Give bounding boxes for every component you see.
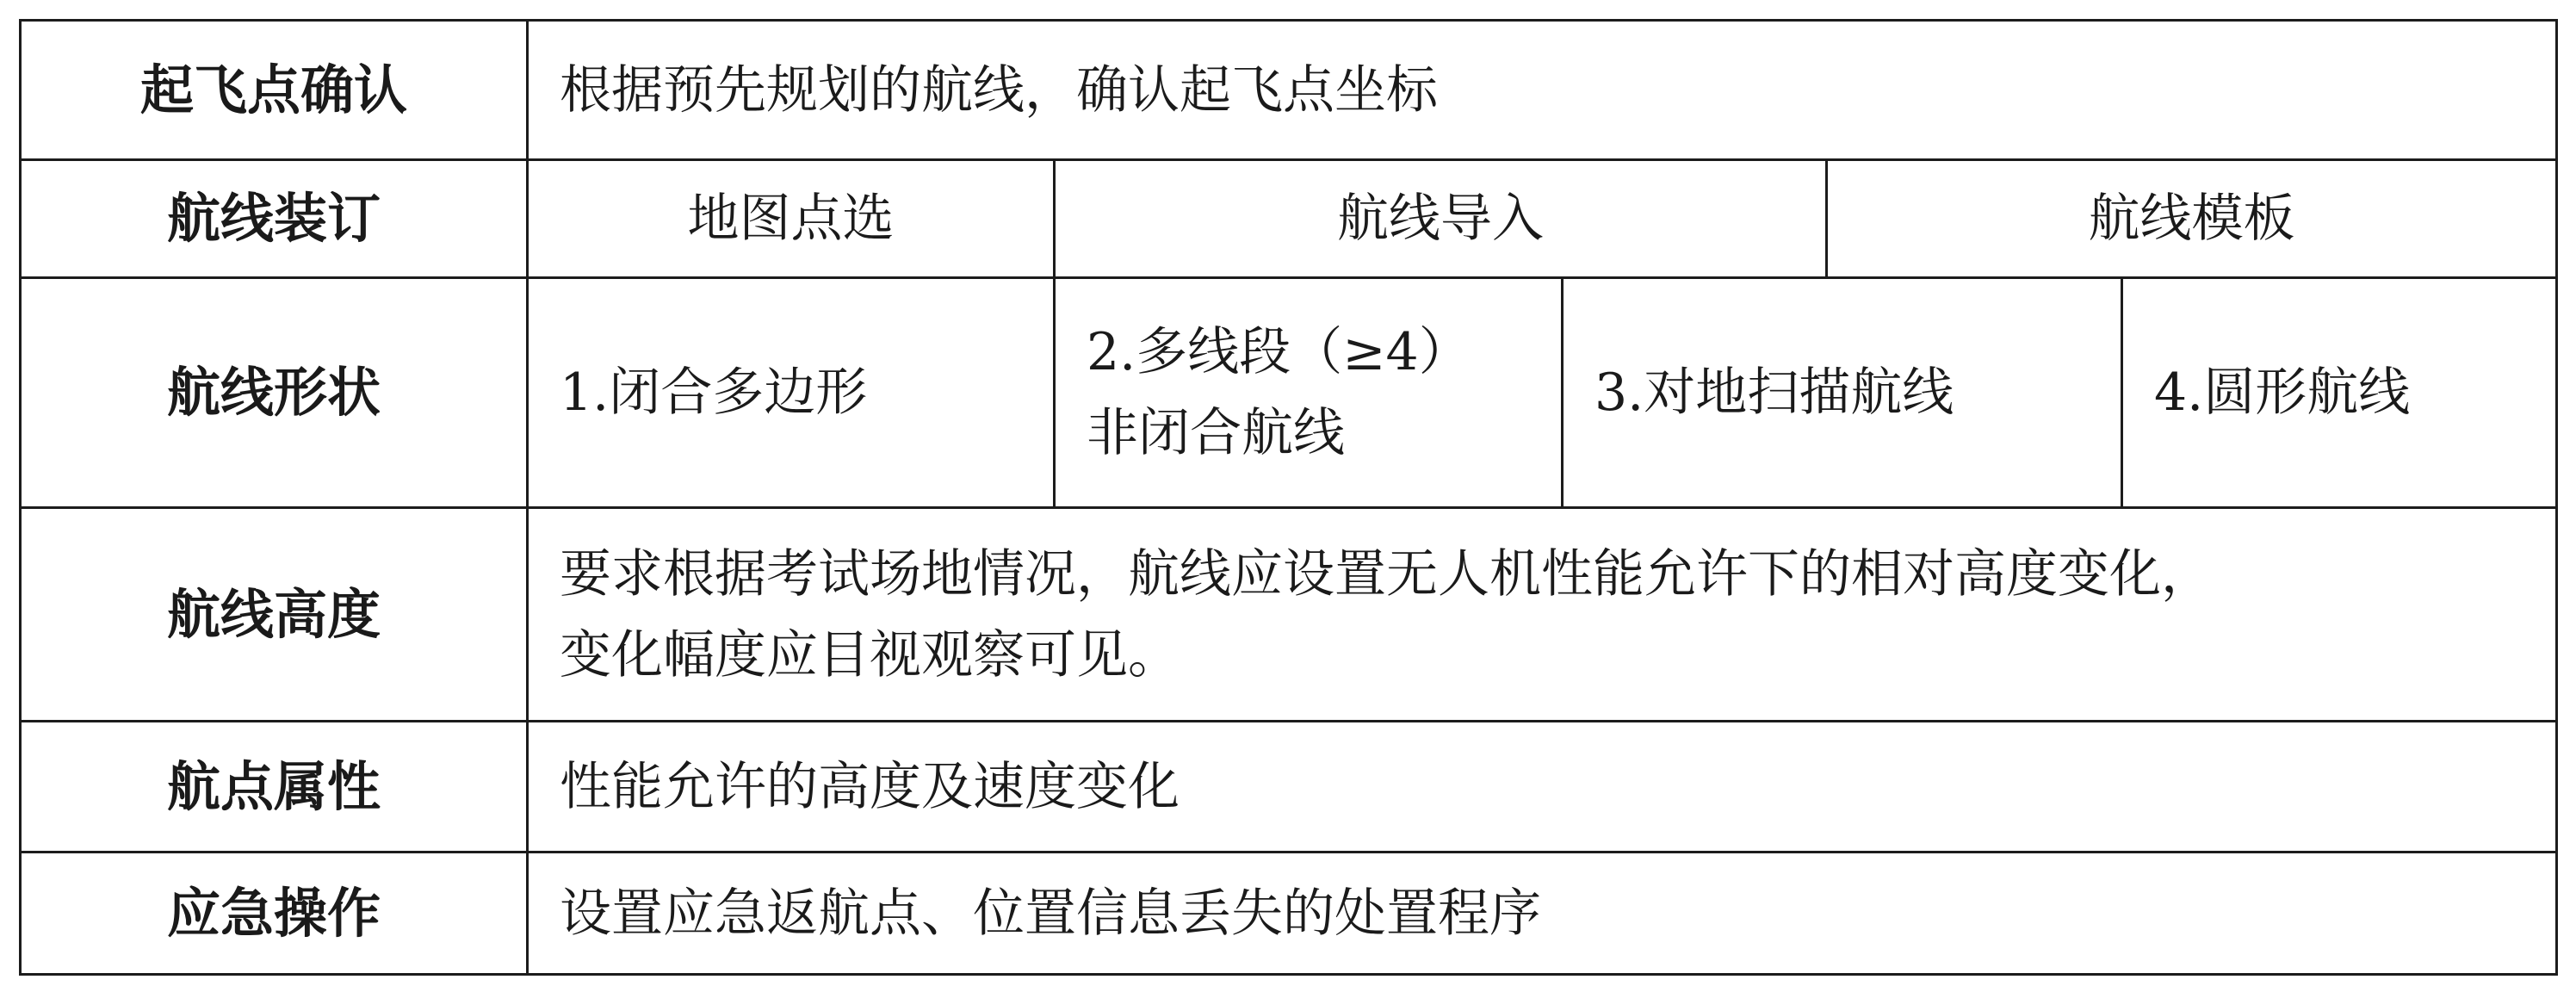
header-takeoff: 起飞点确认 <box>21 21 528 160</box>
row-waypoint <box>21 722 2557 852</box>
row-takeoff <box>21 21 2557 160</box>
binding-option-map-select: 地图点选 <box>528 160 1055 278</box>
header-emergency: 应急操作 <box>21 852 528 975</box>
row-shape <box>21 278 2557 508</box>
shape-option-ground-scan <box>1563 278 2122 508</box>
binding-option-route-import: 航线导入 <box>1055 160 1827 278</box>
header-altitude: 航线高度 <box>21 508 528 722</box>
header-binding: 航线装订 <box>21 160 528 278</box>
shape-option-closed-polygon <box>528 278 1055 508</box>
binding-option-route-template: 航线模板 <box>1827 160 2557 278</box>
shape-option-circular <box>2122 278 2557 508</box>
header-waypoint: 航点属性 <box>21 722 528 852</box>
shape-option-4-text: 4.圆形航线 <box>2154 363 2411 423</box>
shape-option-2-text-line2: 非闭合航线 <box>1087 403 1345 463</box>
content-altitude <box>528 508 2557 722</box>
flight-route-spec-table <box>19 19 2558 976</box>
shape-option-1-text: 1.闭合多边形 <box>560 363 868 423</box>
shape-option-3-text: 3.对地扫描航线 <box>1595 363 1954 423</box>
content-emergency: 设置应急返航点、位置信息丢失的处置程序 <box>528 852 2557 975</box>
content-waypoint: 性能允许的高度及速度变化 <box>528 722 2557 852</box>
shape-option-2-text-line1: 2.多线段（≥4） <box>1087 322 1471 382</box>
row-altitude <box>21 508 2557 722</box>
row-binding <box>21 160 2557 278</box>
altitude-text-line2: 变化幅度应目视观察可见。 <box>560 624 1180 685</box>
flight-route-spec-table-container <box>19 19 2555 973</box>
row-emergency <box>21 852 2557 975</box>
header-shape: 航线形状 <box>21 278 528 508</box>
altitude-text-line1: 要求根据考试场地情况，航线应设置无人机性能允许下的相对高度变化， <box>560 543 2213 604</box>
shape-option-multi-segment <box>1055 278 1563 508</box>
content-takeoff: 根据预先规划的航线，确认起飞点坐标 <box>528 21 2557 160</box>
